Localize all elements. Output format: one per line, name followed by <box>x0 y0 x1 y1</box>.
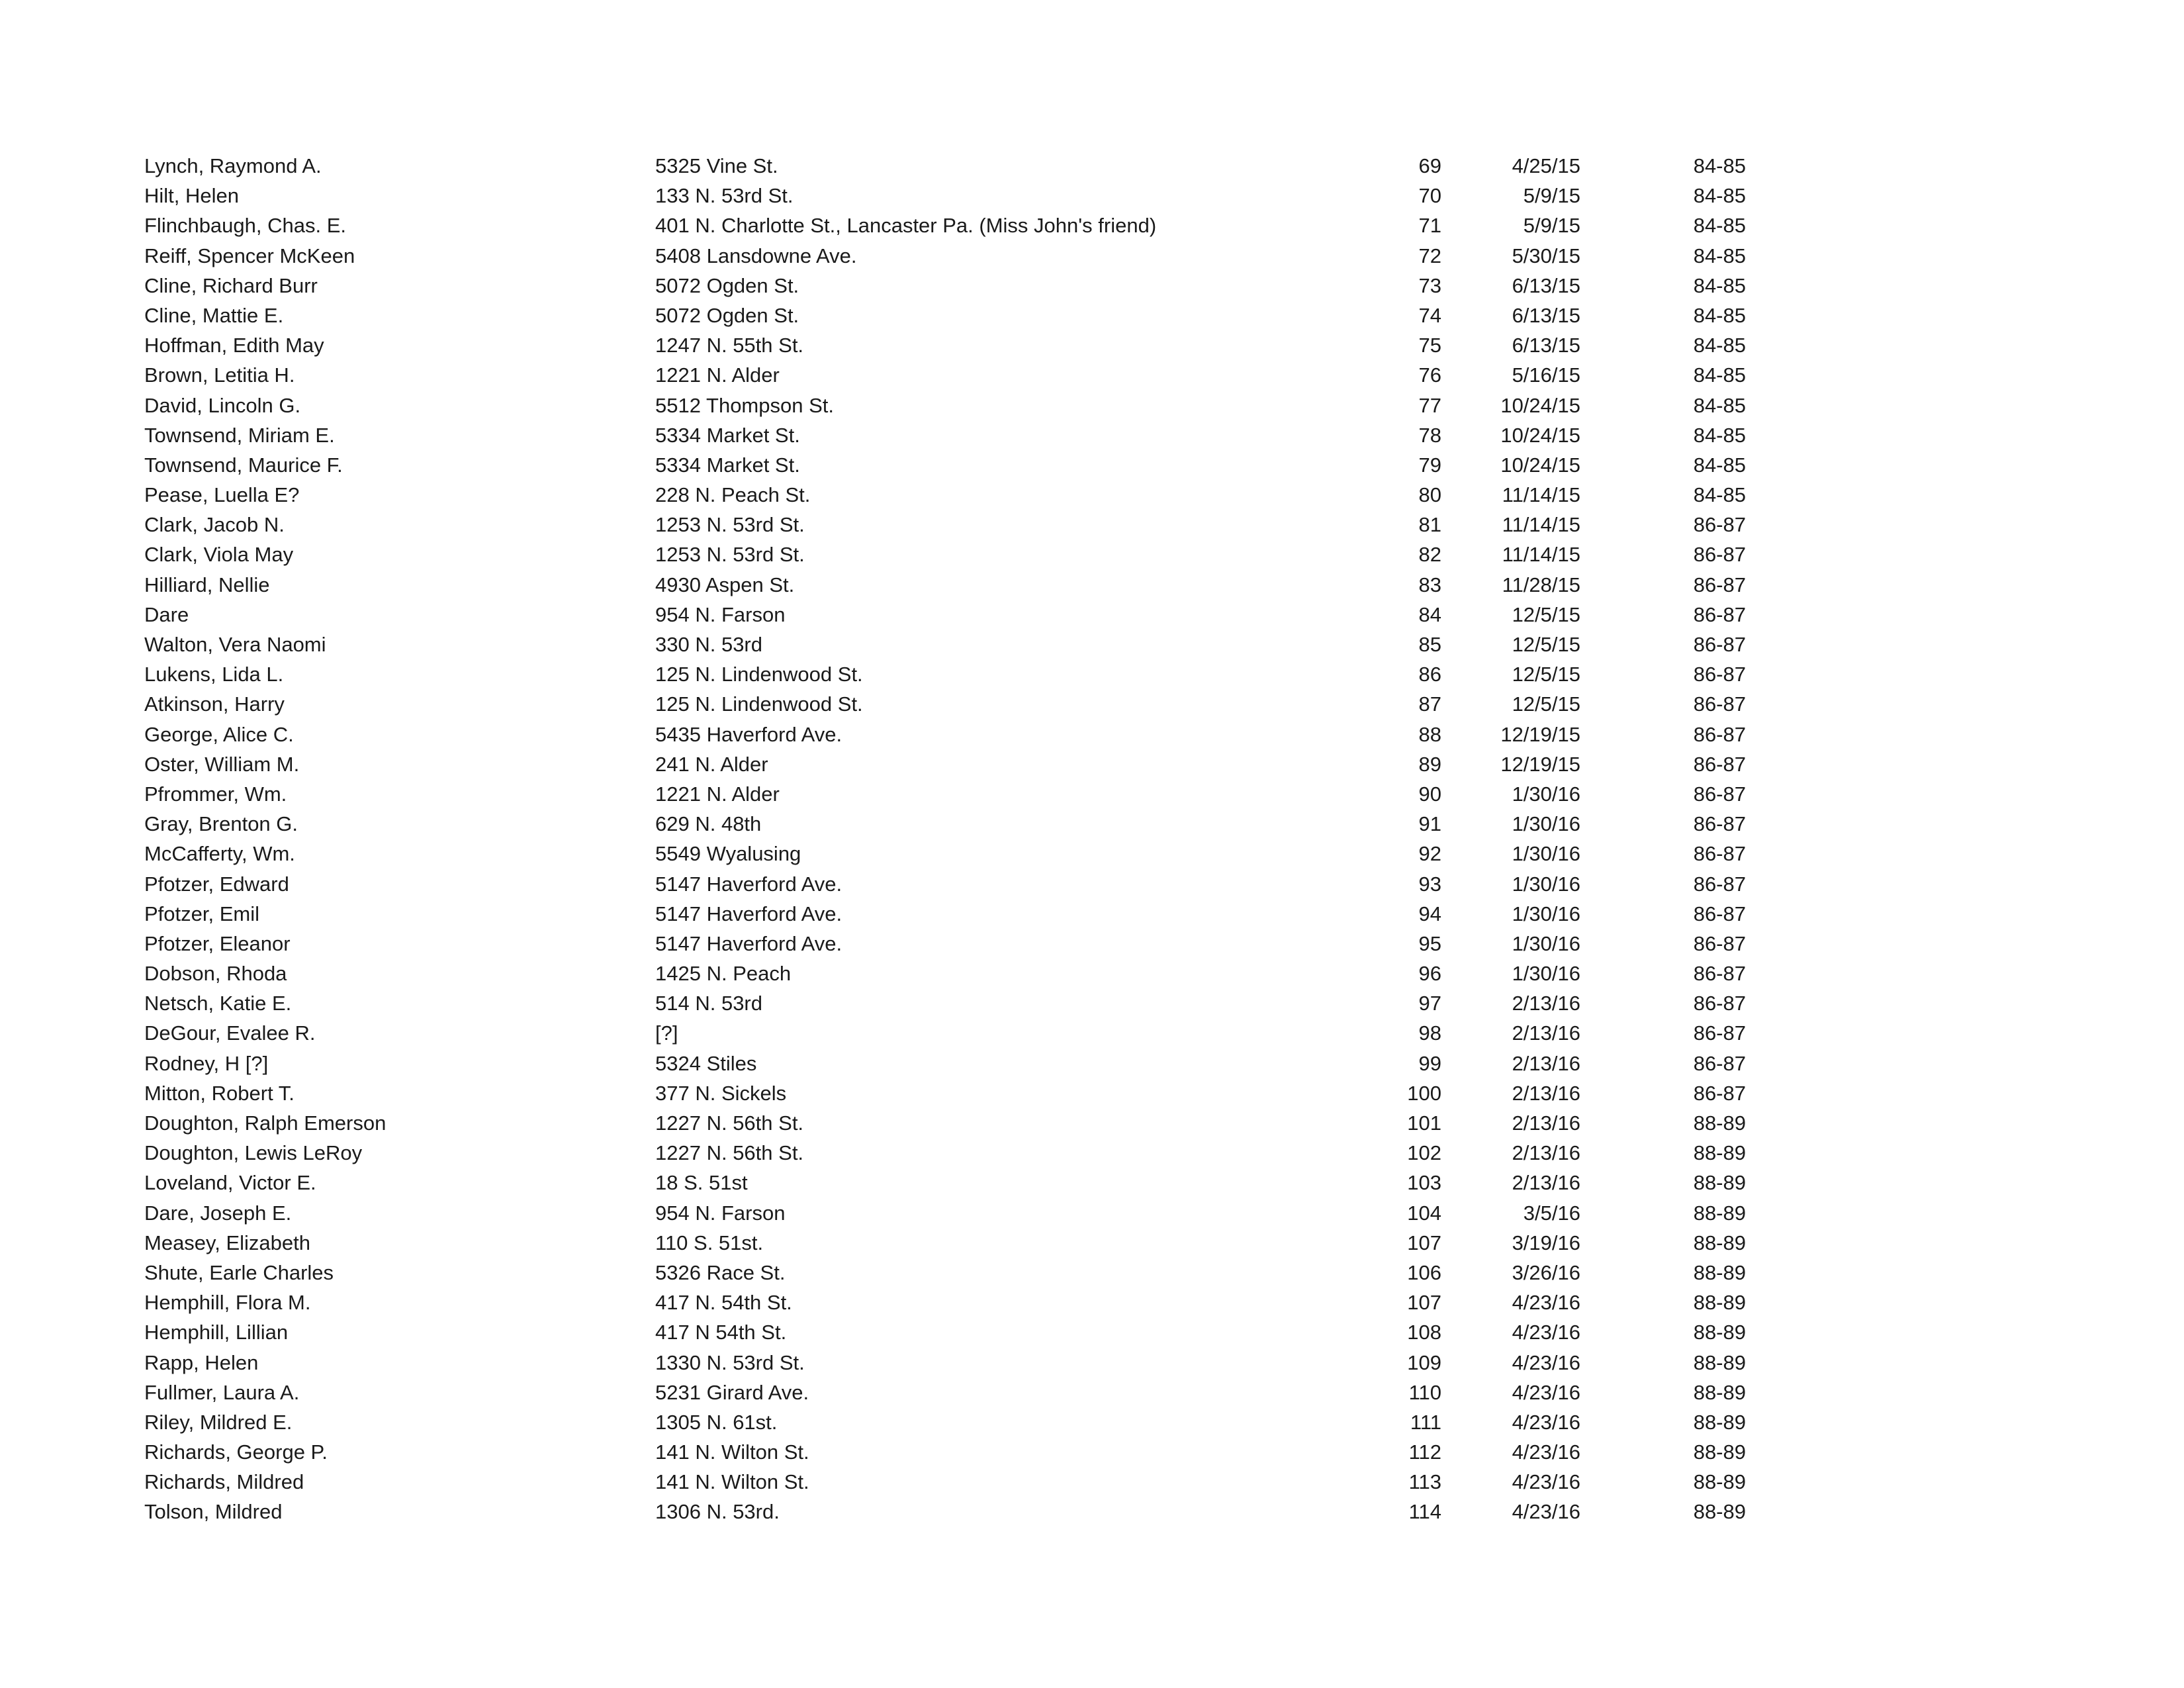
page-reference: 84-85 <box>1693 273 1746 297</box>
member-address: 1227 N. 56th St. <box>655 1111 804 1135</box>
table-row <box>144 630 1746 659</box>
page-reference: 86-87 <box>1693 692 1746 716</box>
page-reference: 88-89 <box>1693 1141 1746 1165</box>
member-name: Lynch, Raymond A. <box>144 154 322 177</box>
entry-date: 2/13/16 <box>1512 1081 1580 1105</box>
page-reference: 86-87 <box>1693 513 1746 537</box>
member-number: 107 <box>1407 1231 1441 1254</box>
table-row <box>144 450 1746 480</box>
member-address: 5549 Wyalusing <box>655 842 801 866</box>
member-name: DeGour, Evalee R. <box>144 1021 316 1045</box>
entry-date: 1/30/16 <box>1512 931 1580 955</box>
entry-date: 4/23/16 <box>1512 1321 1580 1344</box>
table-row <box>144 1288 1746 1317</box>
page-reference: 84-85 <box>1693 214 1746 238</box>
member-name: Shute, Earle Charles <box>144 1260 334 1284</box>
entry-date: 12/19/15 <box>1500 722 1580 746</box>
member-number: 76 <box>1418 363 1441 387</box>
member-number: 113 <box>1408 1470 1441 1494</box>
entry-date: 1/30/16 <box>1512 842 1580 866</box>
member-address: 4930 Aspen St. <box>655 573 795 596</box>
table-row <box>144 301 1746 330</box>
member-number: 96 <box>1418 962 1441 986</box>
member-number: 104 <box>1407 1201 1441 1225</box>
entry-date: 2/13/16 <box>1512 1141 1580 1165</box>
member-address: 133 N. 53rd St. <box>655 184 794 208</box>
entry-date: 5/9/15 <box>1523 184 1580 208</box>
page-reference: 88-89 <box>1693 1380 1746 1404</box>
page-reference: 88-89 <box>1693 1171 1746 1195</box>
page-reference: 88-89 <box>1693 1440 1746 1464</box>
entry-date: 1/30/16 <box>1512 902 1580 925</box>
page-reference: 88-89 <box>1693 1500 1746 1524</box>
member-name: Richards, George P. <box>144 1440 328 1464</box>
member-address: 629 N. 48th <box>655 812 762 836</box>
member-number: 69 <box>1418 154 1441 177</box>
member-address: 5072 Ogden St. <box>655 273 799 297</box>
member-number: 112 <box>1408 1440 1441 1464</box>
member-number: 106 <box>1407 1260 1441 1284</box>
entry-date: 12/19/15 <box>1500 752 1580 776</box>
member-address: 5408 Lansdowne Ave. <box>655 244 857 267</box>
member-address: 514 N. 53rd <box>655 992 762 1015</box>
page-reference: 86-87 <box>1693 812 1746 836</box>
member-name: Pfotzer, Emil <box>144 902 259 925</box>
page-reference: 84-85 <box>1693 303 1746 327</box>
member-number: 85 <box>1418 633 1441 656</box>
table-row <box>144 749 1746 779</box>
member-name: Tolson, Mildred <box>144 1500 283 1524</box>
member-address: 954 N. Farson <box>655 602 786 626</box>
member-address: 401 N. Charlotte St., Lancaster Pa. (Miss John's friend) <box>655 214 1157 238</box>
page-reference: 86-87 <box>1693 1051 1746 1075</box>
member-name: David, Lincoln G. <box>144 393 301 417</box>
table-row <box>144 1407 1746 1437</box>
page-reference: 88-89 <box>1693 1350 1746 1374</box>
table-row <box>144 1437 1746 1467</box>
member-number: 110 <box>1408 1380 1441 1404</box>
member-number: 88 <box>1418 722 1441 746</box>
table-row <box>144 1049 1746 1078</box>
member-name: Measey, Elizabeth <box>144 1231 310 1254</box>
entry-date: 4/23/16 <box>1512 1350 1580 1374</box>
member-number: 92 <box>1418 842 1441 866</box>
entry-date: 2/13/16 <box>1512 1171 1580 1195</box>
entry-date: 3/19/16 <box>1512 1231 1580 1254</box>
table-row <box>144 1228 1746 1258</box>
member-address: 5512 Thompson St. <box>655 393 834 417</box>
table-row <box>144 539 1746 569</box>
member-name: Dare, Joseph E. <box>144 1201 292 1225</box>
table-row <box>144 241 1746 271</box>
member-address: 141 N. Wilton St. <box>655 1470 809 1494</box>
member-address: 1305 N. 61st. <box>655 1410 778 1434</box>
page-reference: 86-87 <box>1693 543 1746 567</box>
entry-date: 1/30/16 <box>1512 962 1580 986</box>
member-address: 1330 N. 53rd St. <box>655 1350 805 1374</box>
member-name: Mitton, Robert T. <box>144 1081 295 1105</box>
member-name: Lukens, Lida L. <box>144 663 284 686</box>
member-number: 71 <box>1418 214 1441 238</box>
member-number: 98 <box>1418 1021 1441 1045</box>
table-row <box>144 1317 1746 1347</box>
entry-date: 5/30/15 <box>1512 244 1580 267</box>
entry-date: 12/5/15 <box>1512 692 1580 716</box>
member-number: 93 <box>1418 872 1441 896</box>
member-name: Hemphill, Flora M. <box>144 1291 311 1315</box>
member-name: Loveland, Victor E. <box>144 1171 316 1195</box>
member-address: 1253 N. 53rd St. <box>655 513 805 537</box>
table-row <box>144 720 1746 749</box>
entry-date: 2/13/16 <box>1512 1051 1580 1075</box>
member-name: Hemphill, Lillian <box>144 1321 289 1344</box>
page-reference: 86-87 <box>1693 602 1746 626</box>
table-row <box>144 809 1746 839</box>
member-name: Clark, Jacob N. <box>144 513 285 537</box>
table-row <box>144 600 1746 630</box>
member-address: 5147 Haverford Ave. <box>655 872 842 896</box>
table-row <box>144 929 1746 959</box>
member-name: Rapp, Helen <box>144 1350 259 1374</box>
table-row <box>144 211 1746 240</box>
member-address: 5325 Vine St. <box>655 154 778 177</box>
member-name: Atkinson, Harry <box>144 692 285 716</box>
entry-date: 6/13/15 <box>1512 273 1580 297</box>
member-address: 1227 N. 56th St. <box>655 1141 804 1165</box>
table-row <box>144 391 1746 420</box>
member-number: 79 <box>1418 453 1441 477</box>
member-address: 1425 N. Peach <box>655 962 792 986</box>
page-reference: 88-89 <box>1693 1260 1746 1284</box>
member-address: 1247 N. 55th St. <box>655 334 804 357</box>
member-number: 109 <box>1407 1350 1441 1374</box>
member-name: Gray, Brenton G. <box>144 812 298 836</box>
register-table <box>144 151 1746 1527</box>
member-name: Reiff, Spencer McKeen <box>144 244 355 267</box>
page-reference: 86-87 <box>1693 1081 1746 1105</box>
table-row <box>144 1258 1746 1288</box>
member-name: Hilt, Helen <box>144 184 239 208</box>
table-row <box>144 480 1746 510</box>
table-row <box>144 1108 1746 1138</box>
member-number: 90 <box>1418 782 1441 806</box>
member-number: 78 <box>1418 423 1441 447</box>
page-reference: 86-87 <box>1693 1021 1746 1045</box>
member-address: 1253 N. 53rd St. <box>655 543 805 567</box>
page-reference: 86-87 <box>1693 992 1746 1015</box>
member-address: [?] <box>655 1021 678 1045</box>
member-address: 18 S. 51st <box>655 1171 748 1195</box>
table-row <box>144 181 1746 211</box>
member-name: George, Alice C. <box>144 722 294 746</box>
member-number: 91 <box>1418 812 1441 836</box>
table-row <box>144 360 1746 390</box>
member-number: 84 <box>1418 602 1441 626</box>
page-reference: 88-89 <box>1693 1410 1746 1434</box>
page-reference: 88-89 <box>1693 1321 1746 1344</box>
table-row <box>144 1348 1746 1378</box>
entry-date: 10/24/15 <box>1500 423 1580 447</box>
member-number: 77 <box>1418 393 1441 417</box>
member-address: 5334 Market St. <box>655 423 800 447</box>
page-reference: 86-87 <box>1693 633 1746 656</box>
member-number: 81 <box>1418 513 1441 537</box>
table-row <box>144 1078 1746 1108</box>
member-name: Hilliard, Nellie <box>144 573 270 596</box>
member-name: Pfrommer, Wm. <box>144 782 287 806</box>
page-reference: 86-87 <box>1693 782 1746 806</box>
member-name: Netsch, Katie E. <box>144 992 292 1015</box>
member-address: 5147 Haverford Ave. <box>655 931 842 955</box>
entry-date: 10/24/15 <box>1500 393 1580 417</box>
table-row <box>144 1138 1746 1168</box>
entry-date: 6/13/15 <box>1512 334 1580 357</box>
member-name: Brown, Letitia H. <box>144 363 295 387</box>
member-address: 1221 N. Alder <box>655 782 780 806</box>
member-name: Townsend, Maurice F. <box>144 453 343 477</box>
member-number: 70 <box>1418 184 1441 208</box>
member-number: 74 <box>1418 303 1441 327</box>
page-reference: 84-85 <box>1693 184 1746 208</box>
member-name: Riley, Mildred E. <box>144 1410 293 1434</box>
table-row <box>144 510 1746 539</box>
entry-date: 12/5/15 <box>1512 633 1580 656</box>
member-number: 89 <box>1418 752 1441 776</box>
table-row <box>144 1018 1746 1048</box>
page-reference: 86-87 <box>1693 931 1746 955</box>
member-name: Doughton, Lewis LeRoy <box>144 1141 363 1165</box>
page-reference: 86-87 <box>1693 663 1746 686</box>
page-reference: 84-85 <box>1693 363 1746 387</box>
member-address: 417 N 54th St. <box>655 1321 787 1344</box>
member-address: 954 N. Farson <box>655 1201 786 1225</box>
member-address: 228 N. Peach St. <box>655 483 811 507</box>
entry-date: 6/13/15 <box>1512 303 1580 327</box>
entry-date: 4/23/16 <box>1512 1470 1580 1494</box>
member-address: 125 N. Lindenwood St. <box>655 692 863 716</box>
entry-date: 11/14/15 <box>1502 513 1580 537</box>
page-reference: 86-87 <box>1693 842 1746 866</box>
member-address: 125 N. Lindenwood St. <box>655 663 863 686</box>
table-row <box>144 988 1746 1018</box>
page-reference: 86-87 <box>1693 962 1746 986</box>
table-row <box>144 659 1746 689</box>
entry-date: 3/26/16 <box>1512 1260 1580 1284</box>
member-number: 75 <box>1418 334 1441 357</box>
member-address: 241 N. Alder <box>655 752 768 776</box>
table-row <box>144 271 1746 301</box>
table-row <box>144 151 1746 181</box>
member-name: Walton, Vera Naomi <box>144 633 326 656</box>
member-name: Pease, Luella E? <box>144 483 300 507</box>
member-name: Rodney, H [?] <box>144 1051 269 1075</box>
member-address: 1306 N. 53rd. <box>655 1500 780 1524</box>
page-reference: 86-87 <box>1693 872 1746 896</box>
entry-date: 1/30/16 <box>1512 872 1580 896</box>
page-reference: 84-85 <box>1693 423 1746 447</box>
entry-date: 2/13/16 <box>1512 1021 1580 1045</box>
member-name: Pfotzer, Eleanor <box>144 931 291 955</box>
entry-date: 4/23/16 <box>1512 1291 1580 1315</box>
member-address: 5072 Ogden St. <box>655 303 799 327</box>
member-name: Doughton, Ralph Emerson <box>144 1111 387 1135</box>
page-reference: 84-85 <box>1693 244 1746 267</box>
entry-date: 11/28/15 <box>1502 573 1580 596</box>
member-address: 5435 Haverford Ave. <box>655 722 842 746</box>
page-reference: 84-85 <box>1693 154 1746 177</box>
table-row <box>144 899 1746 929</box>
entry-date: 5/16/15 <box>1512 363 1580 387</box>
member-name: Pfotzer, Edward <box>144 872 289 896</box>
page-reference: 86-87 <box>1693 902 1746 925</box>
entry-date: 11/14/15 <box>1502 483 1580 507</box>
member-number: 108 <box>1407 1321 1441 1344</box>
member-name: Townsend, Miriam E. <box>144 423 335 447</box>
table-row <box>144 420 1746 450</box>
table-row <box>144 689 1746 719</box>
member-number: 87 <box>1418 692 1441 716</box>
member-name: Fullmer, Laura A. <box>144 1380 300 1404</box>
member-address: 5326 Race St. <box>655 1260 786 1284</box>
member-name: Oster, William M. <box>144 752 300 776</box>
member-number: 82 <box>1418 543 1441 567</box>
member-address: 141 N. Wilton St. <box>655 1440 809 1464</box>
table-row <box>144 839 1746 868</box>
member-address: 330 N. 53rd <box>655 633 762 656</box>
table-row <box>144 869 1746 899</box>
table-row <box>144 1467 1746 1497</box>
table-row <box>144 959 1746 988</box>
page-reference: 88-89 <box>1693 1470 1746 1494</box>
member-address: 110 S. 51st. <box>655 1231 764 1254</box>
entry-date: 4/25/15 <box>1512 154 1580 177</box>
page-reference: 84-85 <box>1693 453 1746 477</box>
member-number: 80 <box>1418 483 1441 507</box>
member-name: Cline, Richard Burr <box>144 273 318 297</box>
member-address: 5324 Stiles <box>655 1051 757 1075</box>
entry-date: 4/23/16 <box>1512 1500 1580 1524</box>
table-row <box>144 779 1746 809</box>
member-name: Dare <box>144 602 189 626</box>
member-number: 83 <box>1418 573 1441 596</box>
member-address: 5334 Market St. <box>655 453 800 477</box>
table-row <box>144 1168 1746 1197</box>
member-number: 94 <box>1418 902 1441 925</box>
entry-date: 1/30/16 <box>1512 812 1580 836</box>
entry-date: 2/13/16 <box>1512 1111 1580 1135</box>
member-number: 73 <box>1418 273 1441 297</box>
entry-date: 1/30/16 <box>1512 782 1580 806</box>
entry-date: 4/23/16 <box>1512 1440 1580 1464</box>
member-name: Flinchbaugh, Chas. E. <box>144 214 347 238</box>
entry-date: 2/13/16 <box>1512 992 1580 1015</box>
member-number: 107 <box>1407 1291 1441 1315</box>
entry-date: 4/23/16 <box>1512 1410 1580 1434</box>
member-address: 5231 Girard Ave. <box>655 1380 809 1404</box>
member-number: 103 <box>1407 1171 1441 1195</box>
entry-date: 3/5/16 <box>1523 1201 1580 1225</box>
table-row <box>144 1378 1746 1407</box>
member-number: 86 <box>1418 663 1441 686</box>
page-reference: 84-85 <box>1693 483 1746 507</box>
page-reference: 88-89 <box>1693 1201 1746 1225</box>
page-reference: 86-87 <box>1693 722 1746 746</box>
member-number: 111 <box>1410 1410 1441 1434</box>
page-reference: 84-85 <box>1693 334 1746 357</box>
entry-date: 10/24/15 <box>1500 453 1580 477</box>
member-name: Cline, Mattie E. <box>144 303 284 327</box>
entry-date: 11/14/15 <box>1502 543 1580 567</box>
member-name: Dobson, Rhoda <box>144 962 287 986</box>
member-number: 100 <box>1407 1081 1441 1105</box>
member-name: McCafferty, Wm. <box>144 842 295 866</box>
member-number: 72 <box>1418 244 1441 267</box>
page-reference: 86-87 <box>1693 573 1746 596</box>
member-number: 101 <box>1407 1111 1441 1135</box>
table-row <box>144 1198 1746 1228</box>
table-row <box>144 1497 1746 1526</box>
page-reference: 84-85 <box>1693 393 1746 417</box>
member-number: 102 <box>1407 1141 1441 1165</box>
page-reference: 86-87 <box>1693 752 1746 776</box>
member-name: Clark, Viola May <box>144 543 294 567</box>
member-address: 417 N. 54th St. <box>655 1291 792 1315</box>
page-reference: 88-89 <box>1693 1111 1746 1135</box>
entry-date: 12/5/15 <box>1512 602 1580 626</box>
member-address: 5147 Haverford Ave. <box>655 902 842 925</box>
member-name: Hoffman, Edith May <box>144 334 324 357</box>
page-reference: 88-89 <box>1693 1231 1746 1254</box>
member-address: 1221 N. Alder <box>655 363 780 387</box>
member-name: Richards, Mildred <box>144 1470 304 1494</box>
table-row <box>144 330 1746 360</box>
entry-date: 4/23/16 <box>1512 1380 1580 1404</box>
table-row <box>144 570 1746 600</box>
member-address: 377 N. Sickels <box>655 1081 787 1105</box>
member-number: 97 <box>1418 992 1441 1015</box>
member-number: 95 <box>1418 931 1441 955</box>
member-number: 114 <box>1408 1500 1441 1524</box>
member-number: 99 <box>1418 1051 1441 1075</box>
page-reference: 88-89 <box>1693 1291 1746 1315</box>
entry-date: 5/9/15 <box>1523 214 1580 238</box>
entry-date: 12/5/15 <box>1512 663 1580 686</box>
